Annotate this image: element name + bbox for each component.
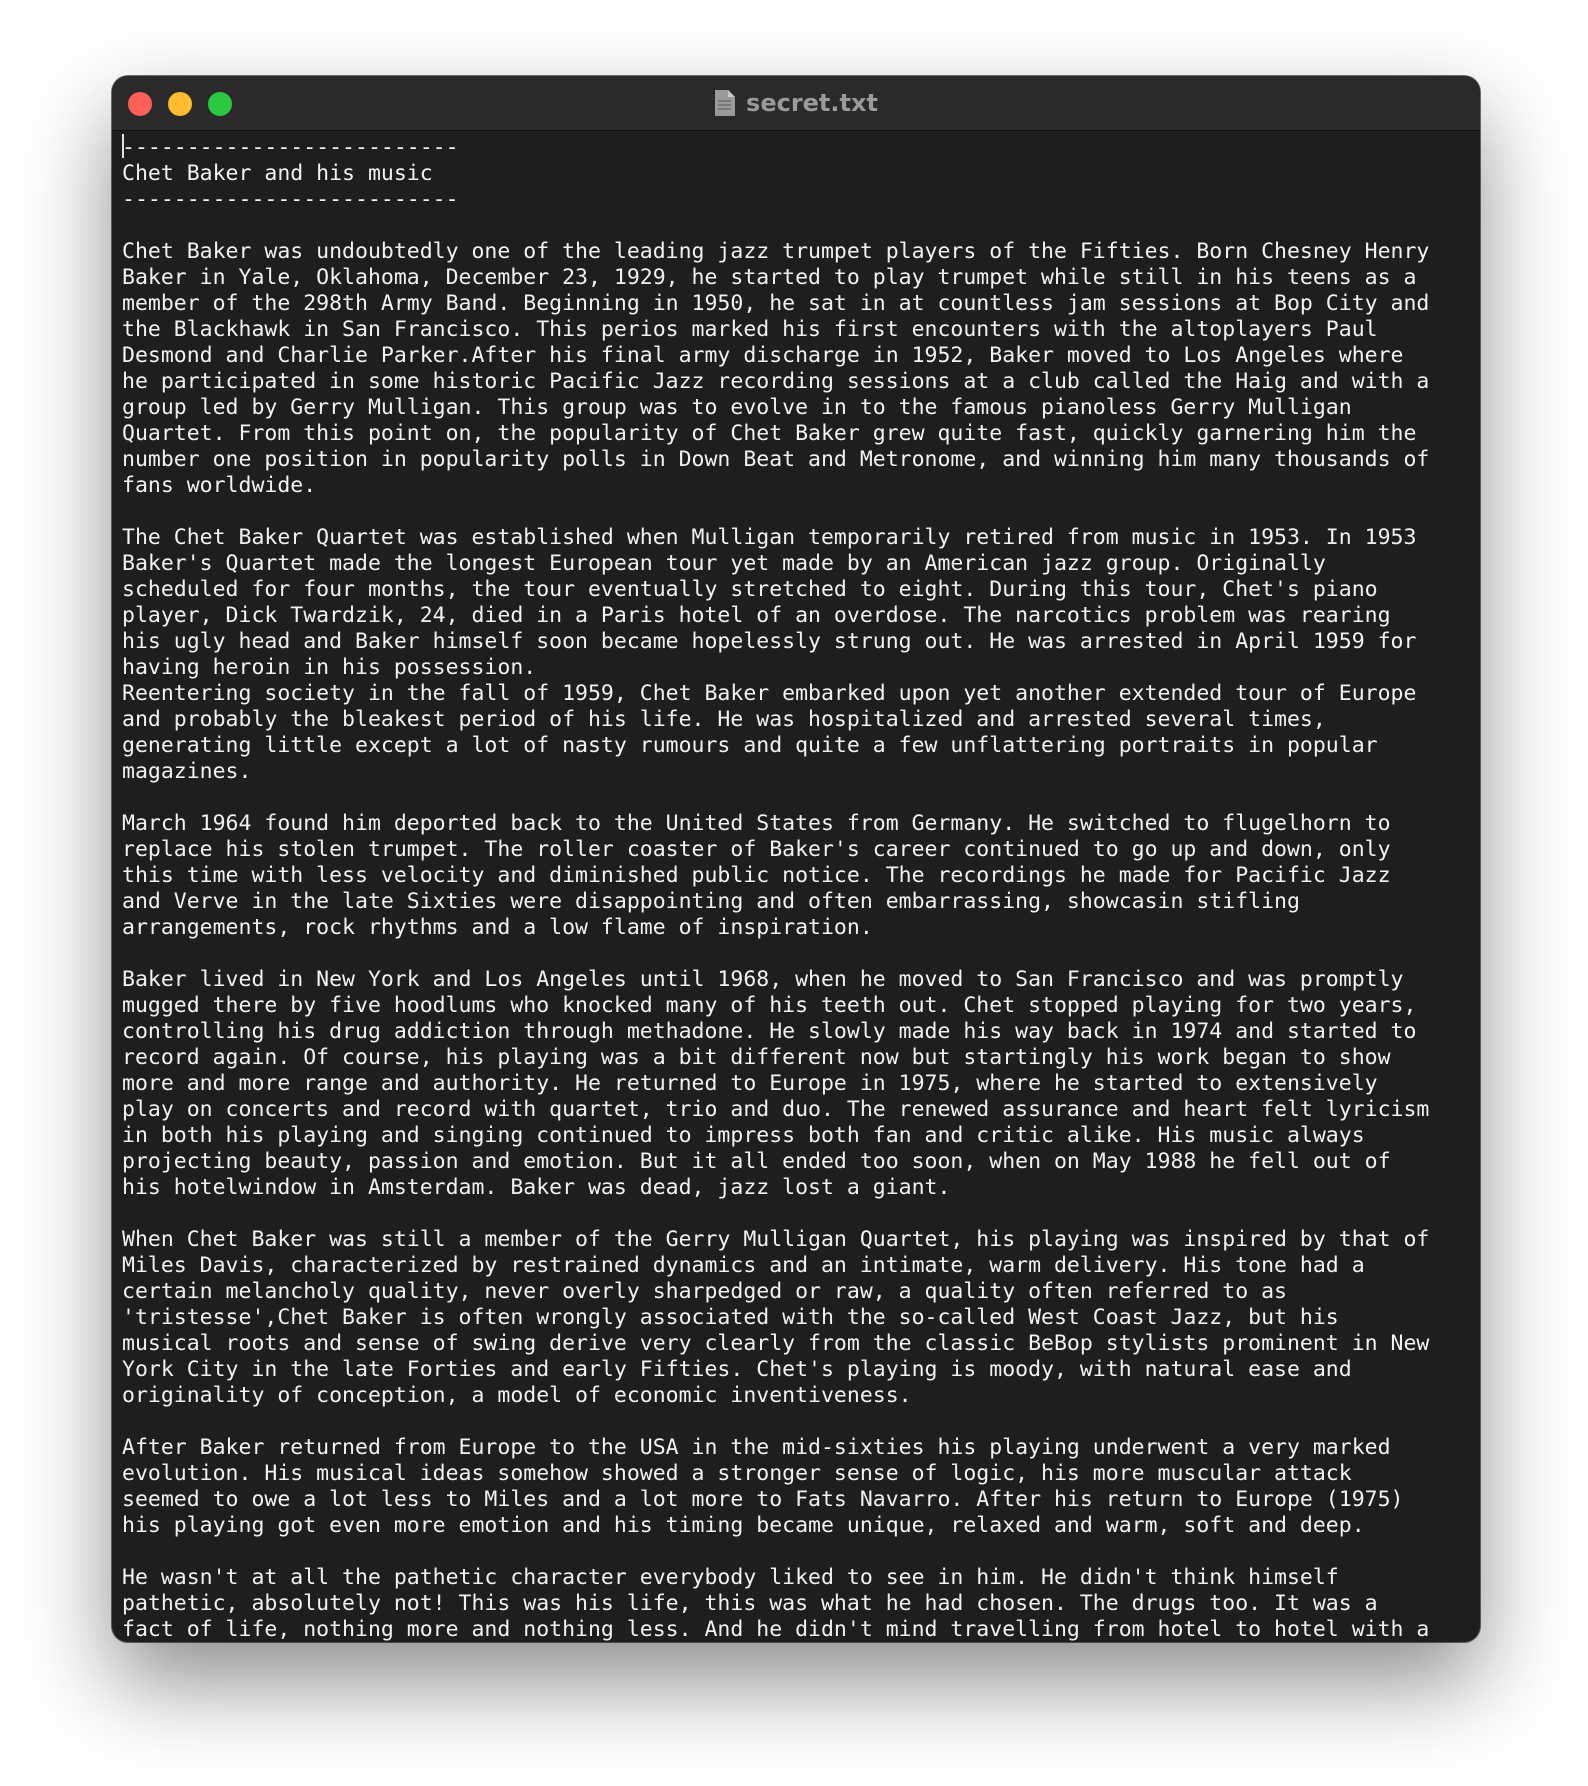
editor-window (112, 76, 1480, 1642)
window-title: secret.txt (746, 89, 878, 117)
document-text[interactable]: -------------------------- Chet Baker and his music -------------------------- Chet Baker was undoubtedly one of the leading jazz trumpet players of the Fifties. Born Chesney Henry Baker in Yale, Oklahoma, December 23, 1929, he started to play trumpet while still in his teens as a member of the 298th Army Band. Beginning in 1950, he sat in at countless jam sessions at Bop City and the Blackhawk in San Francisco. This perios marked his first encounters with the altoplayers Paul Desmond and Charlie Parker.After his final army discharge in 1952, Baker moved to Los Angeles where he participated in some historic Pacific Jazz recording sessions at a club called the Haig and with a group led by Gerry Mulligan. This group was to evolve in to the famous pianoless Gerry Mulligan Quartet. From this point on, the popularity of Chet Baker grew quite fast, quickly garnering him the number one position in popularity polls in Down Beat and Metronome, and winning him many thousands of fans worldwide. The Chet Baker Quartet was established when Mulligan temporarily retired from music in 1953. In 1953 Baker's Quartet made the longest European tour yet made by an American jazz group. Originally scheduled for four months, the tour eventually stretched to eight. During this tour, Chet's piano player, Dick Twardzik, 24, died in a Paris hotel of an overdose. The narcotics problem was rearing his ugly head and Baker himself soon became hopelessly strung out. He was arrested in April 1959 for having heroin in his possession. Reentering society in the fall of 1959, Chet Baker embarked upon yet another extended tour of Europe and probably the bleakest period of his life. He was hospitalized and arrested several times, generating little except a lot of nasty rumours and quite a few unflattering portraits in popular magazines. March 1964 found him deported back to the United States from Germany. He switched to flugelhorn to replace his stolen trumpet. The roller coaster of Baker's career continued to go up and down, only this time with less velocity and diminished public notice. The recordings he made for Pacific Jazz and Verve in the late Sixties were disappointing and often embarrassing, showcasin stifling arrangements, rock rhythms and a low flame of inspiration. Baker lived in New York and Los Angeles until 1968, when he moved to San Francisco and was promptly mugged there by five hoodlums who knocked many of his teeth out. Chet stopped playing for two years, controlling his drug addiction through methadone. He slowly made his way back in 1974 and started to record again. Of course, his playing was a bit different now but startingly his work began to show more and more range and authority. He returned to Europe in 1975, where he started to extensively play on concerts and record with quartet, trio and duo. The renewed assurance and heart felt lyricism in both his playing and singing continued to impress both fan and critic alike. His music always projecting beauty, passion and emotion. But it all ended too soon, when on May 1988 he fell out of his hotelwindow in Amsterdam. Baker was dead, jazz lost a giant. When Chet Baker was still a member of the Gerry Mulligan Quartet, his playing was inspired by that of Miles Davis, characterized by restrained dynamics and an intimate, warm delivery. His tone had a certain melancholy quality, never overly sharpedged or raw, a quality often referred to as 'tristesse',Chet Baker is often wrongly associated with the so-called West Coast Jazz, but his musical roots and sense of swing derive very clearly from the classic BeBop stylists prominent in New York City in the late Forties and early Fifties. Chet's playing is moody, with natural ease and originality of conception, a model of economic inventiveness. After Baker returned from Europe to the USA in the mid-sixties his playing underwent a very marked evolution. His musical ideas somehow showed a stronger sense of logic, his more muscular attack seemed to owe a lot less to Miles and a lot more to Fats Navarro. After his return to Europe (1975) his playing got even more emotion and his timing became unique, relaxed and warm, soft and deep. He wasn't at all the pathetic character everybody liked to see in him. He didn't think himself pathetic, absolutely not! This was his life, this was what he had chosen. The drugs too. It was a fact of life, nothing more and nothing less. And he didn't mind travelling from hotel to hotel with a (122, 135, 1430, 1642)
title-bar[interactable] (112, 76, 1480, 131)
window-title-group (112, 76, 1480, 130)
text-editor-area[interactable] (122, 130, 1472, 1642)
document-icon (714, 89, 736, 117)
